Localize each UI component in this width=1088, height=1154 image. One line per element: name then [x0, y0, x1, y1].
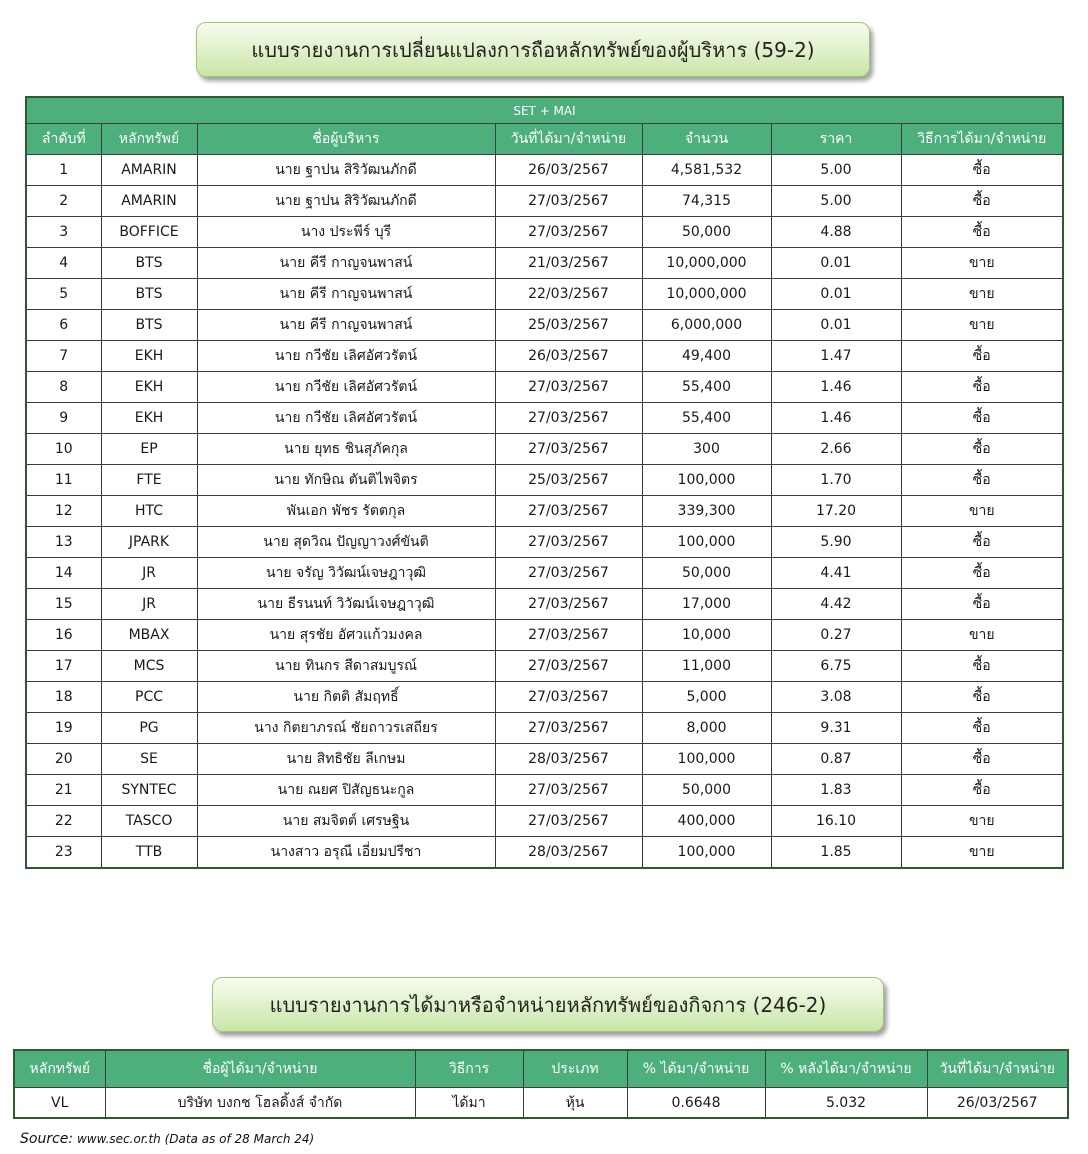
table-cell: 4 — [26, 248, 101, 279]
table-row — [26, 713, 1063, 744]
table-row — [26, 217, 1063, 248]
table-cell: ซื้อ — [901, 217, 1063, 248]
table-cell: 11 — [26, 465, 101, 496]
table-cell: 100,000 — [642, 744, 771, 775]
table-cell: นาย กวีชัย เลิศอัศวรัตน์ — [197, 403, 495, 434]
table-cell: 21 — [26, 775, 101, 806]
table-cell: ซื้อ — [901, 682, 1063, 713]
company-acquisition-table — [13, 1049, 1069, 1119]
table-cell: 2 — [26, 186, 101, 217]
market-header: SET + MAI — [26, 97, 1063, 124]
column-header: ราคา — [771, 124, 901, 155]
report1-title: แบบรายงานการเปลี่ยนแปลงการถือหลักทรัพย์ของผู้บริหาร (59-2) — [251, 37, 815, 62]
table-row — [26, 682, 1063, 713]
table-cell: ซื้อ — [901, 713, 1063, 744]
table-cell: 5 — [26, 279, 101, 310]
table-cell: 4.88 — [771, 217, 901, 248]
table-cell: BTS — [101, 279, 197, 310]
table-cell: EP — [101, 434, 197, 465]
table-cell: 28/03/2567 — [495, 837, 642, 869]
table-cell: 16 — [26, 620, 101, 651]
table-cell: นาย คีรี กาญจนพาสน์ — [197, 310, 495, 341]
table-body — [14, 1088, 1068, 1119]
table-cell: ขาย — [901, 620, 1063, 651]
table-row — [26, 310, 1063, 341]
table-cell: BOFFICE — [101, 217, 197, 248]
table-cell: TASCO — [101, 806, 197, 837]
table-cell: 11,000 — [642, 651, 771, 682]
table-cell: 400,000 — [642, 806, 771, 837]
table-cell: นาย กิตติ สัมฤทธิ์ — [197, 682, 495, 713]
table-row — [26, 341, 1063, 372]
table-cell: นาย ณยศ ปิสัญธนะกูล — [197, 775, 495, 806]
table-cell: ซื้อ — [901, 465, 1063, 496]
table-cell: ซื้อ — [901, 372, 1063, 403]
table-cell: 4.41 — [771, 558, 901, 589]
table-cell: นาย สมจิตต์ เศรษฐิน — [197, 806, 495, 837]
table-cell: 3 — [26, 217, 101, 248]
table-cell: MBAX — [101, 620, 197, 651]
table-cell: 1.46 — [771, 372, 901, 403]
table-row — [26, 496, 1063, 527]
column-header: วันที่ได้มา/จำหน่าย — [495, 124, 642, 155]
table-cell: ขาย — [901, 806, 1063, 837]
report2-title: แบบรายงานการได้มาหรือจำหน่ายหลักทรัพย์ของกิจการ (246-2) — [269, 992, 827, 1017]
table-cell: ซื้อ — [901, 651, 1063, 682]
table-cell: 26/03/2567 — [927, 1088, 1068, 1119]
table-cell: 21/03/2567 — [495, 248, 642, 279]
table-cell: นาย จรัญ วิวัฒน์เจษฎาวุฒิ — [197, 558, 495, 589]
table-cell: MCS — [101, 651, 197, 682]
table-cell: นาย ยุทธ ชินสุภัคกุล — [197, 434, 495, 465]
table-cell: 27/03/2567 — [495, 496, 642, 527]
table-cell: นาย กวีชัย เลิศอัศวรัตน์ — [197, 341, 495, 372]
table-cell: 50,000 — [642, 217, 771, 248]
table-cell: 4.42 — [771, 589, 901, 620]
table-cell: 10,000 — [642, 620, 771, 651]
table-cell: BTS — [101, 310, 197, 341]
table-cell: นาย สุดวิณ ปัญญาวงศ์ขันติ — [197, 527, 495, 558]
table-cell: ซื้อ — [901, 527, 1063, 558]
table-cell: ขาย — [901, 496, 1063, 527]
table-cell: ซื้อ — [901, 589, 1063, 620]
table-cell: 1.46 — [771, 403, 901, 434]
table-cell: นาย คีรี กาญจนพาสน์ — [197, 279, 495, 310]
table-cell: 27/03/2567 — [495, 403, 642, 434]
table-cell: บริษัท บงกช โฮลดิ้งส์ จำกัด — [105, 1088, 415, 1119]
table-cell: 14 — [26, 558, 101, 589]
table-cell: ซื้อ — [901, 155, 1063, 186]
table-cell: 100,000 — [642, 465, 771, 496]
table-cell: HTC — [101, 496, 197, 527]
table-cell: SYNTEC — [101, 775, 197, 806]
table-cell: หุ้น — [523, 1088, 627, 1119]
table-cell: 0.01 — [771, 248, 901, 279]
table-cell: AMARIN — [101, 186, 197, 217]
table-cell: นาย ทินกร สีดาสมบูรณ์ — [197, 651, 495, 682]
column-header: วิธีการ — [415, 1050, 523, 1088]
table-cell: ซื้อ — [901, 186, 1063, 217]
table-cell: 27/03/2567 — [495, 713, 642, 744]
table-cell: 6 — [26, 310, 101, 341]
table-cell: ซื้อ — [901, 558, 1063, 589]
table-cell: นาย ธีรนนท์ วิวัฒน์เจษฎาวุฒิ — [197, 589, 495, 620]
table-cell: ซื้อ — [901, 403, 1063, 434]
table-cell: 339,300 — [642, 496, 771, 527]
table-cell: EKH — [101, 403, 197, 434]
table-cell: 20 — [26, 744, 101, 775]
table-cell: 0.27 — [771, 620, 901, 651]
table-cell: 27/03/2567 — [495, 620, 642, 651]
table-cell: 9 — [26, 403, 101, 434]
table-cell: 10 — [26, 434, 101, 465]
table-cell: 50,000 — [642, 775, 771, 806]
table-cell: นาย คีรี กาญจนพาสน์ — [197, 248, 495, 279]
table-row — [26, 558, 1063, 589]
table-cell: 100,000 — [642, 837, 771, 869]
table-cell: 55,400 — [642, 372, 771, 403]
table-cell: 27/03/2567 — [495, 527, 642, 558]
table-row — [26, 744, 1063, 775]
table-row — [14, 1088, 1068, 1119]
table-cell: นาย สิทธิชัย ลีเกษม — [197, 744, 495, 775]
column-header: วันที่ได้มา/จำหน่าย — [927, 1050, 1068, 1088]
table-cell: ขาย — [901, 310, 1063, 341]
executive-holdings-table — [25, 96, 1064, 869]
table-cell: 1.70 — [771, 465, 901, 496]
table-cell: 10,000,000 — [642, 279, 771, 310]
table-cell: 16.10 — [771, 806, 901, 837]
table-cell: 2.66 — [771, 434, 901, 465]
table-cell: 50,000 — [642, 558, 771, 589]
table-cell: 49,400 — [642, 341, 771, 372]
table-row — [26, 806, 1063, 837]
table-row — [26, 527, 1063, 558]
column-header: % ได้มา/จำหน่าย — [627, 1050, 765, 1088]
table-cell: 27/03/2567 — [495, 372, 642, 403]
table-cell: นาย สุรชัย อัศวแก้วมงคล — [197, 620, 495, 651]
column-header: ประเภท — [523, 1050, 627, 1088]
table-cell: EKH — [101, 372, 197, 403]
column-header: หลักทรัพย์ — [14, 1050, 105, 1088]
table-cell: PG — [101, 713, 197, 744]
table-cell: 25/03/2567 — [495, 465, 642, 496]
table-row — [26, 465, 1063, 496]
table-cell: 12 — [26, 496, 101, 527]
report1-title-banner — [196, 22, 870, 77]
table-cell: JR — [101, 589, 197, 620]
table-cell: 8 — [26, 372, 101, 403]
table-row — [26, 775, 1063, 806]
table-row — [26, 651, 1063, 682]
table-cell: ขาย — [901, 837, 1063, 869]
table-cell: ขาย — [901, 248, 1063, 279]
table-cell: 19 — [26, 713, 101, 744]
table-row — [26, 372, 1063, 403]
table-cell: PCC — [101, 682, 197, 713]
table-cell: TTB — [101, 837, 197, 869]
source-label: Source: — [20, 1131, 74, 1147]
table-row — [26, 248, 1063, 279]
table-cell: นาย ฐาปน สิริวัฒนภักดี — [197, 155, 495, 186]
table-cell: ได้มา — [415, 1088, 523, 1119]
source-text: www.sec.or.th (Data as of 28 March 24) — [76, 1132, 315, 1146]
table-cell: 8,000 — [642, 713, 771, 744]
table-cell: 300 — [642, 434, 771, 465]
table-row — [26, 620, 1063, 651]
table-cell: 10,000,000 — [642, 248, 771, 279]
table-cell: JPARK — [101, 527, 197, 558]
table-cell: 5,000 — [642, 682, 771, 713]
table-cell: 23 — [26, 837, 101, 869]
table-cell: JR — [101, 558, 197, 589]
table-cell: 17.20 — [771, 496, 901, 527]
column-header: จำนวน — [642, 124, 771, 155]
table-cell: 17 — [26, 651, 101, 682]
table-cell: 0.01 — [771, 310, 901, 341]
table-cell: 27/03/2567 — [495, 434, 642, 465]
table-cell: 1.83 — [771, 775, 901, 806]
table-cell: 5.00 — [771, 155, 901, 186]
table-cell: นาย ฐาปน สิริวัฒนภักดี — [197, 186, 495, 217]
table-cell: 55,400 — [642, 403, 771, 434]
table-cell: 15 — [26, 589, 101, 620]
table-cell: 6,000,000 — [642, 310, 771, 341]
table-row — [26, 186, 1063, 217]
table-cell: 18 — [26, 682, 101, 713]
table-cell: AMARIN — [101, 155, 197, 186]
table-cell: 0.01 — [771, 279, 901, 310]
table-cell: 7 — [26, 341, 101, 372]
table-cell: ซื้อ — [901, 744, 1063, 775]
table-row — [26, 279, 1063, 310]
table-cell: พันเอก พัชร รัตตกุล — [197, 496, 495, 527]
table-cell: 27/03/2567 — [495, 651, 642, 682]
table-cell: นาง กิตยาภรณ์ ชัยถาวรเสถียร — [197, 713, 495, 744]
table-cell: นาย ทักษิณ ตันติไพจิตร — [197, 465, 495, 496]
table-cell: 100,000 — [642, 527, 771, 558]
table-cell: 27/03/2567 — [495, 217, 642, 248]
table-cell: 28/03/2567 — [495, 744, 642, 775]
table-cell: นาย กวีชัย เลิศอัศวรัตน์ — [197, 372, 495, 403]
table-cell: 9.31 — [771, 713, 901, 744]
table-cell: 25/03/2567 — [495, 310, 642, 341]
table-cell: 27/03/2567 — [495, 682, 642, 713]
table-cell: ขาย — [901, 279, 1063, 310]
table-cell: 26/03/2567 — [495, 155, 642, 186]
column-header: วิธีการได้มา/จำหน่าย — [901, 124, 1063, 155]
table-cell: 27/03/2567 — [495, 775, 642, 806]
table-cell: นางสาว อรุณี เอี่ยมปรีชา — [197, 837, 495, 869]
table-cell: EKH — [101, 341, 197, 372]
table-cell: VL — [14, 1088, 105, 1119]
table-cell: 27/03/2567 — [495, 558, 642, 589]
table-cell: 1.85 — [771, 837, 901, 869]
table-cell: นาง ประพีร์ บุรี — [197, 217, 495, 248]
table-cell: BTS — [101, 248, 197, 279]
source-note — [20, 1131, 314, 1147]
table-cell: ซื้อ — [901, 341, 1063, 372]
table-cell: 4,581,532 — [642, 155, 771, 186]
table-cell: 1 — [26, 155, 101, 186]
report2-title-banner — [212, 977, 884, 1032]
table-cell: 22 — [26, 806, 101, 837]
table-cell: ซื้อ — [901, 434, 1063, 465]
column-header-row — [14, 1050, 1068, 1088]
column-header: ชื่อผู้บริหาร — [197, 124, 495, 155]
table-cell: FTE — [101, 465, 197, 496]
table-row — [26, 155, 1063, 186]
table-cell: 6.75 — [771, 651, 901, 682]
table-cell: 5.032 — [765, 1088, 927, 1119]
table-cell: ซื้อ — [901, 775, 1063, 806]
table-cell: 3.08 — [771, 682, 901, 713]
table-row — [26, 403, 1063, 434]
table-cell: 74,315 — [642, 186, 771, 217]
table-cell: 5.00 — [771, 186, 901, 217]
table-cell: 0.87 — [771, 744, 901, 775]
table-cell: 13 — [26, 527, 101, 558]
column-header: ชื่อผู้ได้มา/จำหน่าย — [105, 1050, 415, 1088]
table-cell: 27/03/2567 — [495, 589, 642, 620]
table-row — [26, 434, 1063, 465]
table-cell: 27/03/2567 — [495, 806, 642, 837]
table-body — [26, 155, 1063, 869]
table-cell: 0.6648 — [627, 1088, 765, 1119]
table-cell: 22/03/2567 — [495, 279, 642, 310]
table-cell: 17,000 — [642, 589, 771, 620]
table-row — [26, 837, 1063, 869]
table-cell: 26/03/2567 — [495, 341, 642, 372]
table-cell: 27/03/2567 — [495, 186, 642, 217]
table-cell: 5.90 — [771, 527, 901, 558]
column-header-row — [26, 124, 1063, 155]
table-row — [26, 589, 1063, 620]
table-cell: SE — [101, 744, 197, 775]
column-header: หลักทรัพย์ — [101, 124, 197, 155]
column-header: % หลังได้มา/จำหน่าย — [765, 1050, 927, 1088]
table-cell: 1.47 — [771, 341, 901, 372]
column-header: ลำดับที่ — [26, 124, 101, 155]
